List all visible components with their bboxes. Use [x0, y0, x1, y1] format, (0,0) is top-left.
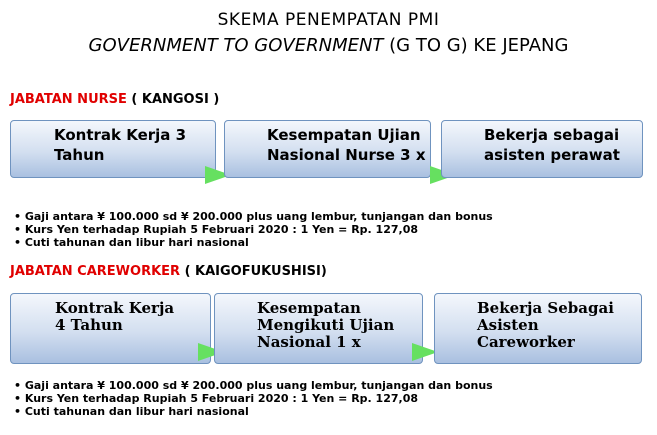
- careworker-heading-red: JABATAN CAREWORKER: [10, 264, 181, 279]
- nurse-step-1: [10, 120, 216, 178]
- nurse-step-3: [441, 120, 643, 178]
- nurse-heading-black: ( KANGOSI ): [126, 92, 220, 107]
- nurse-bullet-3: • Cuti tahunan dan libur hari nasional: [14, 236, 249, 249]
- careworker-heading: [10, 264, 327, 279]
- careworker-bullets: [14, 379, 493, 418]
- nurse-bullet-2: • Kurs Yen terhadap Rupiah 5 Februari 2020 : 1 Yen = Rp. 127,08: [14, 223, 418, 236]
- subtitle-italic: GOVERNMENT TO GOVERNMENT: [88, 35, 384, 56]
- nurse-step-3-label: Bekerja sebagai asisten perawat: [484, 126, 620, 164]
- nurse-step-1-label: Kontrak Kerja 3 Tahun: [54, 126, 187, 164]
- nurse-step-2-label: Kesempatan Ujian Nasional Nurse 3 x: [267, 126, 426, 164]
- careworker-step-1: [10, 293, 211, 364]
- careworker-step-2-label: Kesempatan Mengikuti Ujian Nasional 1 x: [257, 299, 395, 351]
- nurse-bullets: [14, 210, 493, 249]
- careworker-step-1-label: Kontrak Kerja 4 Tahun: [55, 299, 175, 334]
- page-title: SKEMA PENEMPATAN PMI: [217, 10, 440, 30]
- careworker-bullet-3: • Cuti tahunan dan libur hari nasional: [14, 405, 249, 418]
- careworker-bullet-1: • Gaji antara ¥ 100.000 sd ¥ 200.000 plus uang lembur, tunjangan dan bonus: [14, 379, 493, 392]
- careworker-step-2: [214, 293, 423, 364]
- nurse-heading-red: JABATAN NURSE: [10, 92, 127, 107]
- nurse-heading: [10, 92, 219, 107]
- subtitle-rest: (G TO G) KE JEPANG: [383, 35, 569, 56]
- nurse-step-2: [224, 120, 431, 178]
- careworker-step-3-label: Bekerja Sebagai Asisten Careworker: [477, 299, 614, 351]
- careworker-step-3: [434, 293, 642, 364]
- page-subtitle: [0, 35, 657, 56]
- careworker-heading-black: ( KAIGOFUKUSHISI): [180, 264, 327, 279]
- nurse-bullet-1: • Gaji antara ¥ 100.000 sd ¥ 200.000 plus uang lembur, tunjangan dan bonus: [14, 210, 493, 223]
- careworker-bullet-2: • Kurs Yen terhadap Rupiah 5 Februari 2020 : 1 Yen = Rp. 127,08: [14, 392, 418, 405]
